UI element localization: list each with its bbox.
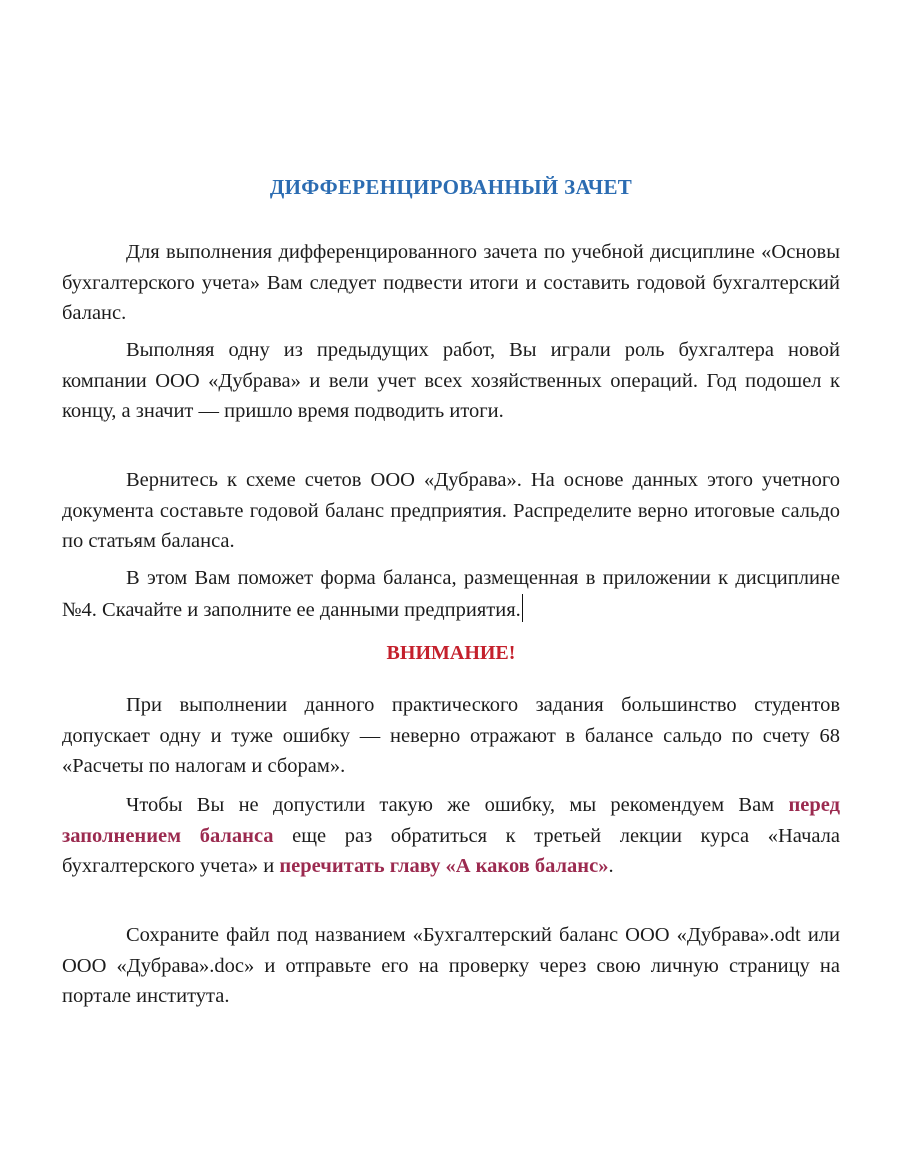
attention-heading: ВНИМАНИЕ! xyxy=(386,642,516,664)
paragraph-role xyxy=(62,335,840,427)
paragraph-scheme xyxy=(62,465,840,557)
paragraph-text xyxy=(62,790,840,882)
paragraph-intro xyxy=(62,237,840,329)
paragraph-text: Выполняя одну из предыдущих работ, Вы играли роль бухгалтера новой компании ООО «Дубрава» и вели учет всех хозяйственных операций. Год подошел к концу, а значит — пришло время подводить итоги. xyxy=(62,339,840,422)
paragraph-text-editable[interactable] xyxy=(62,563,840,625)
paragraph-text: Сохраните файл под названием «Бухгалтерский баланс ООО «Дубрава».odt или ООО «Дубрава».doc» и отправьте его на проверку через свою личную страницу на портале института. xyxy=(62,924,840,1007)
document-title: ДИФФЕРЕНЦИРОВАННЫЙ ЗАЧЕТ xyxy=(269,175,633,199)
paragraph-text: Для выполнения дифференцированного зачета по учебной дисциплине «Основы бухгалтерского учета» Вам следует подвести итоги и составить годовой бухгалтерский баланс. xyxy=(62,241,840,324)
paragraph-text: В этом Вам поможет форма баланса, размещенная в приложении к дисциплине №4. Скачайте и заполните ее данными предприятия. xyxy=(62,567,840,621)
paragraph-form[interactable] xyxy=(62,563,840,625)
highlight-reread-chapter: перечитать главу «А каков баланс» xyxy=(279,855,609,877)
paragraph-save xyxy=(62,920,840,1012)
recommendation-text: . xyxy=(608,855,614,877)
paragraph-warning xyxy=(62,690,840,782)
recommendation-text: еще раз обратиться к третьей лекции курса «Начала бухгалтерского учета» и xyxy=(62,824,840,877)
paragraph-text: Вернитесь к схеме счетов ООО «Дубрава». На основе данных этого учетного документа составьте годовой баланс предприятия. Распределите верно итоговые сальдо по статьям баланса. xyxy=(62,469,840,552)
text-cursor xyxy=(522,594,524,622)
paragraph-recommendation xyxy=(62,790,840,882)
highlight-before-filling: перед заполнением баланса xyxy=(62,794,840,847)
paragraph-text: При выполнении данного практического задания большинство студентов допускает одну и туже ошибку — неверно отражают в балансе сальдо по счету 68 «Расчеты по налогам и сборам». xyxy=(62,694,840,777)
recommendation-text: Чтобы Вы не допустили такую же ошибку, мы рекомендуем Вам xyxy=(126,794,789,816)
